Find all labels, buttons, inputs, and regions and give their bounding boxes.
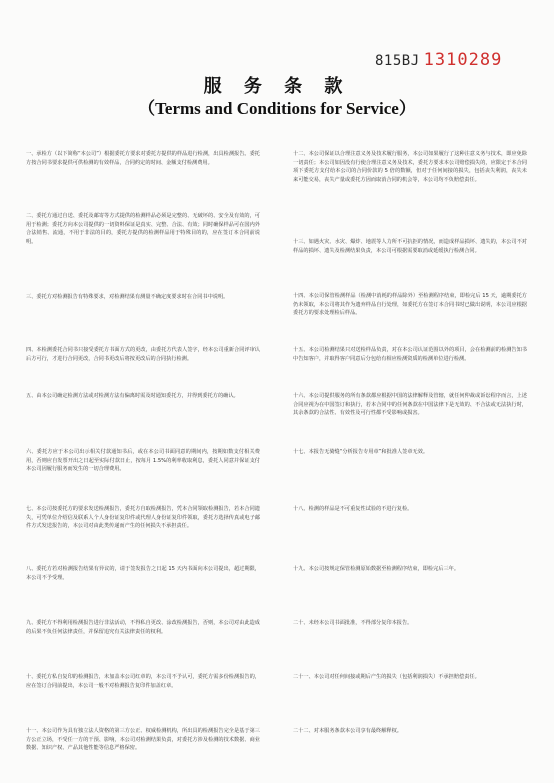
clause-9: 九、委托方不得利用检测报告进行非法活动，不得私自更改、涂改检测报告，否则，本公司对由此造成的后果不负任何法律责任，并保留追究有关法律责任的权利。	[26, 620, 260, 635]
clause-11: 十一、本公司作为具有独立法人资格的第三方公正、权威检测机构，所出具的检测报告完全是基于第三方公正立场，不受任一方的干预、影响，本公司对检测结果负责，对委托方涉及检测的技术数据、商业数据、知识产权、产品其他性能等信息严格保密。	[26, 728, 260, 752]
clause-5: 五、由本公司确定检测方法或对检测方法有偏离时需及时通知委托方，并得到委托方的确认。	[26, 393, 239, 399]
clause-8: 八、委托方若对检测报告结果有异议的，请于签发报告之日起 15 天内书面向本公司提出，超过期限，本公司不予受理。	[26, 566, 260, 581]
clause-10: 十、委托方私自复印的检测报告，未加盖本公司红章的，本公司不予认可，委托方需多份检测报告的，应在签订合同前提出，本公司一般不对检测报告复印件加盖红章。	[26, 674, 260, 689]
clause-19: 十九、本公司按规定保管检测原始数据至检测程序结束，即检完后三年。	[293, 566, 460, 572]
clause-3: 三、委托方对检测报告有特殊要求，对检测结果有测量不确定度要求时在合同书中说明。	[26, 294, 229, 300]
clause-7: 七、本公司按委托方的要求发送检测报告，委托方自取检测报告，凭本合同领取检测报告，若本合同遗失，可凭单位介绍信及联系人个人身份证复印件或代理人身份证复印件领取，委托方选择传真或电子邮件方式发送报告的，本公司对由此类传递而产生的任何损失不承担责任。	[26, 506, 260, 530]
clause-1: 一、承检方（以下简称“本公司”）根据委托方要求对委托方提供的样品进行检测，出具检测报告。委托方按合同书要求提供可供检测的有效样品，合同约定的时间、金额支付检测费用。	[26, 151, 260, 166]
title-english: （Terms and Conditions for Service）	[138, 99, 416, 118]
clause-15: 十五、本公司检测结果只对送检样品负责，对在本公司认证范围以外的项目，会在检测前的检测告知书中告知客户，并取得客户同意后分包给有相应检测资质的检测单位进行检测。	[293, 347, 527, 362]
clause-2: 二、委托方通过自送、委托及邮寄等方式提供的检测样品必须是完整的、无破坏的、安全及有效的，可用于检测；委托方向本公司提供的一切资料保证是真实、完整、合法、有效；同时确保样品可在国内外合法销售、流通，不用于非法的目的，委托方提供的检测样品用于特殊目的的，应在签订本合同前说明。	[26, 213, 260, 245]
clause-13: 十三、如遇火灾、水灾、爆炸、地震等人力所不可抗拒的情况，而造成样品损坏、遗失的，本公司不对样品的损坏、遗失及检测结果负责，本公司可根据需要取消或延缓执行检测合同。	[293, 239, 527, 254]
title-chinese: 服 务 条 款	[203, 76, 351, 97]
clause-16: 十六、本公司提供服务的所有条款都应根据中国的法律解释及管辖，就任何仲裁或诉讼程序而言，上述合同应视为在中国签订和执行，若本合同中的任何条款在中国法律下是无效的、不合法或无法执行时，其余条款的合法性、有效性及可行性都不受影响或损害。	[293, 393, 527, 417]
clause-12: 十二、本公司保证以合理注意义务及技术履行服务，本公司如果履行了这种注意义务与技术，即应免除一切责任；本公司如因没有行使合理注意义务及技术，委托方要求本公司赔偿损失的，应限定于本合同项下委托方支付给本公司的合同价款的 5 倍的数额，但对于任何间接的损失，包括丧失利润，丧失未来可能交易，丧失产量或委托方因而取消合同的机会等，本公司均不负赔偿责任。	[293, 151, 527, 183]
clause-17: 十七、本报告无骑缝“分析报告专用章”和批准人签章无效。	[293, 449, 429, 455]
clause-20: 二十、未经本公司书面批准，不得部分复印本报告。	[293, 620, 413, 626]
clause-22: 二十二、对本服务条款本公司享有最终解释权。	[293, 728, 402, 734]
clause-6: 六、委托方应于本公司出示相关付款通知书后，或在本公司书面同意的期间内，按期如数支付相关费用，否则应自发票开出之日起至实际付款日止，按每月 1.5%的利率收取利息，委托人同意并保证支付本公司因履行服务而发生的一切合理费用。	[26, 449, 260, 473]
clause-4: 四、本检测委托合同书只接受委托方书面方式的更改，由委托方代表人签字，经本公司重新合同评审认后方可行，才进行合同更改，合同书更改后将按更改后的合同执行检测。	[26, 347, 260, 362]
clause-18: 十八、检测的样品是不可重复性试验的不进行复检。	[293, 506, 413, 512]
serial-number	[375, 50, 502, 70]
serial-number-red: 1310289	[423, 50, 503, 70]
serial-prefix: 815BJ	[375, 53, 420, 69]
clause-21: 二十一、本公司对任何间接或期后产生的损失（包括利润损失）不承担赔偿责任。	[293, 674, 480, 680]
clause-14: 十四、本公司保管检测样品（检测中消耗的样品除外）至检测程序结束，即检完后 15 天，逾期委托方仍未领取，本公司将其作为遗弃样品自行处理，如委托方在签订本合同书时已做出说明，本公司应根据委托方的要求处理检后样品。	[293, 293, 527, 317]
